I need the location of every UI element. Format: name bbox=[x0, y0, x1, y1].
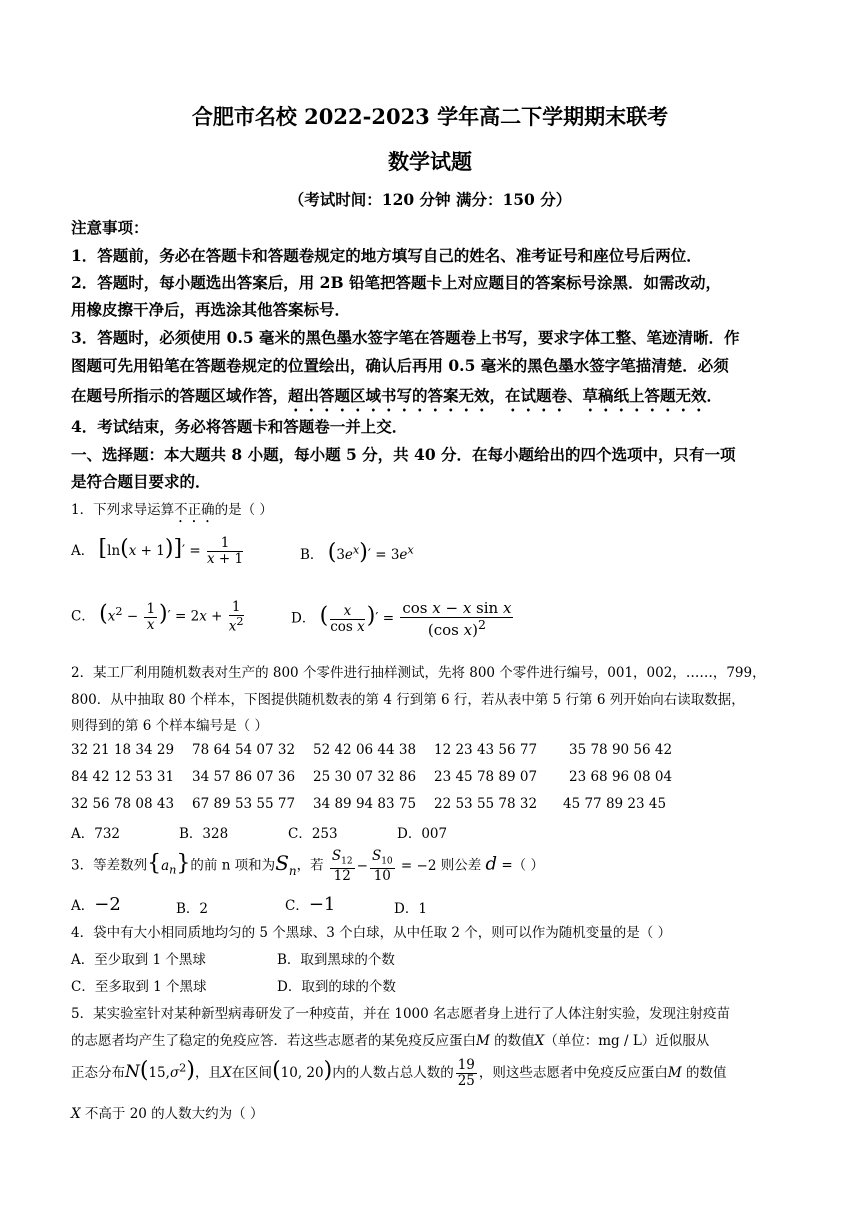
table-cell: 34 57 86 07 36 bbox=[192, 769, 296, 785]
q3-stem-c: ，若 bbox=[296, 857, 324, 874]
table-cell: 32 21 18 34 29 bbox=[71, 742, 175, 758]
table-cell: 23 68 96 08 04 bbox=[569, 769, 673, 785]
q1-option-c bbox=[71, 600, 246, 634]
table-cell: 25 30 07 32 86 bbox=[313, 769, 417, 785]
q3-option-c bbox=[285, 894, 335, 915]
q1-option-d bbox=[291, 600, 515, 638]
q5-line3-b: ，且 bbox=[194, 1065, 222, 1081]
q1-option-a-label: A． bbox=[71, 542, 95, 559]
q3-sn: $S_n$ bbox=[275, 850, 297, 878]
q4-option-a: A．至少取到 1 个黑球 bbox=[71, 952, 206, 968]
note-3-line1: 3．答题时，必须使用 0.5 毫米的黑色墨水签字笔在答题卷上书写，要求字体工整、笔迹清晰．作 bbox=[71, 328, 740, 347]
table-cell: 78 64 54 07 32 bbox=[192, 742, 296, 758]
table-cell: 45 77 89 23 45 bbox=[563, 796, 667, 812]
q1-option-b-formula: $(3e^x)' = 3e^x$ bbox=[327, 540, 414, 565]
q1-option-c-formula: ($x^2$ − $\frac{1}{x}$ )′ = 2x + $\frac{1}{x^2}$ bbox=[99, 599, 244, 635]
q3-stem-d: 则公差 bbox=[440, 857, 482, 874]
q1-stem-a: 1．下列求导运算 bbox=[71, 502, 175, 518]
q5-line3-e: ，则这些志愿者中免疫反应蛋白 bbox=[478, 1065, 668, 1081]
q1-stem-c: 的是（ ） bbox=[214, 502, 273, 518]
table-cell: 12 23 43 56 77 bbox=[434, 742, 538, 758]
table-cell: 23 45 78 89 07 bbox=[434, 769, 538, 785]
notes-heading: 注意事项： bbox=[71, 218, 149, 237]
q3-d: d bbox=[485, 853, 498, 875]
table-cell: 34 89 94 83 75 bbox=[313, 796, 417, 812]
section-1-heading-line2: 是符合题目要求的． bbox=[71, 472, 211, 491]
q5-line3-a: 正态分布 bbox=[71, 1065, 125, 1081]
q5-stem-line4: X 不高于 20 的人数大约为（ ） bbox=[71, 1106, 264, 1122]
q3-condition: $\frac{S_{12}}{12}$ − $\frac{S_{10}}{10}$ = −2 bbox=[331, 848, 437, 884]
q4-option-b: B．取到黑球的个数 bbox=[277, 952, 395, 968]
q2-option-a: A．732 bbox=[71, 826, 121, 842]
q1-option-a-formula: [ln(x + 1)]′ = $\frac{1}{x + 1}$ bbox=[98, 535, 244, 567]
q3-option-d: D．1 bbox=[394, 901, 427, 917]
q5-frac-den: 25 bbox=[457, 1073, 475, 1089]
q4-stem: 4．袋中有大小相同质地均匀的 5 个黑球、3 个白球，从中任取 2 个，则可以作为随机变量的是（ ） bbox=[71, 925, 672, 941]
q5-line2-c: （单位：mg / L）近似服从 bbox=[544, 1033, 710, 1049]
q1-option-c-label: C． bbox=[71, 608, 95, 625]
table-cell: 84 42 12 53 31 bbox=[71, 769, 175, 785]
q3-option-c-value: −1 bbox=[308, 894, 336, 915]
q5-stem-line1: 5．某实验室针对某种新型病毒研发了一种疫苗，并在 1000 名志愿者身上进行了人体注射实验，发现注射疫苗 bbox=[71, 1006, 731, 1022]
q5-stem-line3: 正态分布$N(15,\sigma^2)$，且X在区间(10, 20)内的人数占总人数的 $\frac{19}{25}$ ，则这些志愿者中免疫反应蛋白M 的数值 bbox=[71, 1057, 727, 1089]
note-3-emphasis: 超出答题区域书写的答案无效，在试题卷、草稿纸上答题无效 bbox=[288, 386, 707, 405]
q5-line3-f: 的数值 bbox=[686, 1065, 727, 1081]
exam-info: （考试时间：120 分钟 满分：150 分） bbox=[288, 190, 572, 209]
q3-option-b: B．2 bbox=[176, 901, 209, 917]
q3-option-a-value: −2 bbox=[94, 894, 121, 915]
q2-option-b: B．328 bbox=[179, 826, 229, 842]
q3-option-c-label: C． bbox=[285, 898, 309, 914]
q3-option-a bbox=[71, 894, 121, 915]
q5-stem-line2 bbox=[71, 1029, 709, 1049]
q1-stem-emphasis: 不正确 bbox=[174, 502, 215, 518]
q4-option-d: D．取到的球的个数 bbox=[277, 979, 396, 995]
q3-stem-b: 的前 n 项和为 bbox=[190, 857, 276, 874]
q2-option-c: C．253 bbox=[288, 826, 338, 842]
q2-option-d: D．007 bbox=[397, 826, 448, 842]
q1-stem bbox=[71, 498, 273, 526]
q3-stem-a: 3．等差数列 bbox=[71, 857, 148, 874]
q5-line3-d: 内的人数占总人数的 bbox=[332, 1065, 454, 1081]
q1-option-b-label: B． bbox=[300, 547, 324, 563]
q1-option-d-label: D． bbox=[291, 610, 316, 627]
table-cell: 67 89 53 55 77 bbox=[192, 796, 296, 812]
exam-title: 合肥市名校 2022-2023 学年高二下学期期末联考 bbox=[191, 104, 669, 129]
table-cell: 52 42 06 44 38 bbox=[313, 742, 417, 758]
q4-option-c: C．至多取到 1 个黑球 bbox=[71, 979, 207, 995]
note-1: 1．答题前，务必在答题卡和答题卷规定的地方填写自己的姓名、准考证号和座位号后两位． bbox=[71, 246, 702, 265]
note-3-line3-end: ． bbox=[706, 386, 723, 405]
q5-var-m: M bbox=[476, 1033, 490, 1049]
note-3-line2: 图题可先用铅笔在答题卷规定的位置绘出，确认后再用 0.5 毫米的黑色墨水签字笔描清楚．必须 bbox=[71, 356, 729, 375]
q5-line4-text: 不高于 20 的人数大约为（ ） bbox=[84, 1106, 264, 1122]
q3-stem-e: （ ） bbox=[512, 857, 544, 874]
q5-var-x: X bbox=[534, 1033, 545, 1049]
q1-option-b bbox=[300, 540, 414, 565]
q5-line2-b: 的数值 bbox=[494, 1033, 535, 1049]
note-3-line3 bbox=[71, 384, 722, 415]
q2-stem-line1: 2．某工厂利用随机数表对生产的 800 个零件进行抽样测试，先将 800 个零件进行编号，001，002，……，799， bbox=[71, 665, 766, 681]
q2-stem-line3: 则得到的第 6 个样本编号是（ ） bbox=[71, 718, 268, 734]
q5-frac-num: 19 bbox=[457, 1057, 475, 1074]
q1-option-d-formula: ( $\frac{x}{\text{cos x}}$ )′ = $\frac{\text{cos x − x sin x}}{(\cos x)^2}$ bbox=[319, 599, 512, 639]
q2-stem-line2: 800．从中抽取 80 个样本，下图提供随机数表的第 4 行到第 6 行，若从表中第 5 行第 6 列开始向右读取数据， bbox=[71, 692, 745, 708]
q5-line2-a: 的志愿者均产生了稳定的免疫应答．若这些志愿者的某免疫反应蛋白 bbox=[71, 1033, 476, 1049]
q1-option-a bbox=[71, 536, 245, 567]
exam-subject: 数学试题 bbox=[388, 149, 472, 174]
table-cell: 22 53 55 78 32 bbox=[434, 796, 538, 812]
q3-option-a-label: A． bbox=[71, 898, 95, 914]
note-2-line2: 用橡皮擦干净后，再选涂其他答案标号． bbox=[71, 300, 351, 319]
note-2-line1: 2．答题时，每小题选出答案后，用 2B 铅笔把答题卡上对应题目的答案标号涂黑．如需改动， bbox=[71, 273, 721, 292]
note-4: 4．考试结束，务必将答题卡和答题卷一并上交． bbox=[71, 417, 408, 436]
q3-sequence: $\{a_n\}$ bbox=[147, 850, 191, 877]
q3-stem: 3．等差数列$\{a_n\}$的前 n 项和为$S_n$，若 $\frac{S_{12}}{12}$ − $\frac{S_{10}}{10}$ = −2 则公差 d =（ ） bbox=[71, 848, 544, 884]
table-cell: 32 56 78 08 43 bbox=[71, 796, 175, 812]
section-1-heading: 一、选择题：本大题共 8 小题，每小题 5 分，共 40 分．在每小题给出的四个选项中，只有一项 bbox=[71, 445, 736, 464]
note-3-line3-a: 在题号所指示的答题区域作答， bbox=[71, 386, 289, 405]
table-cell: 35 78 90 56 42 bbox=[569, 742, 673, 758]
q5-line3-c: 在区间 bbox=[231, 1065, 273, 1081]
